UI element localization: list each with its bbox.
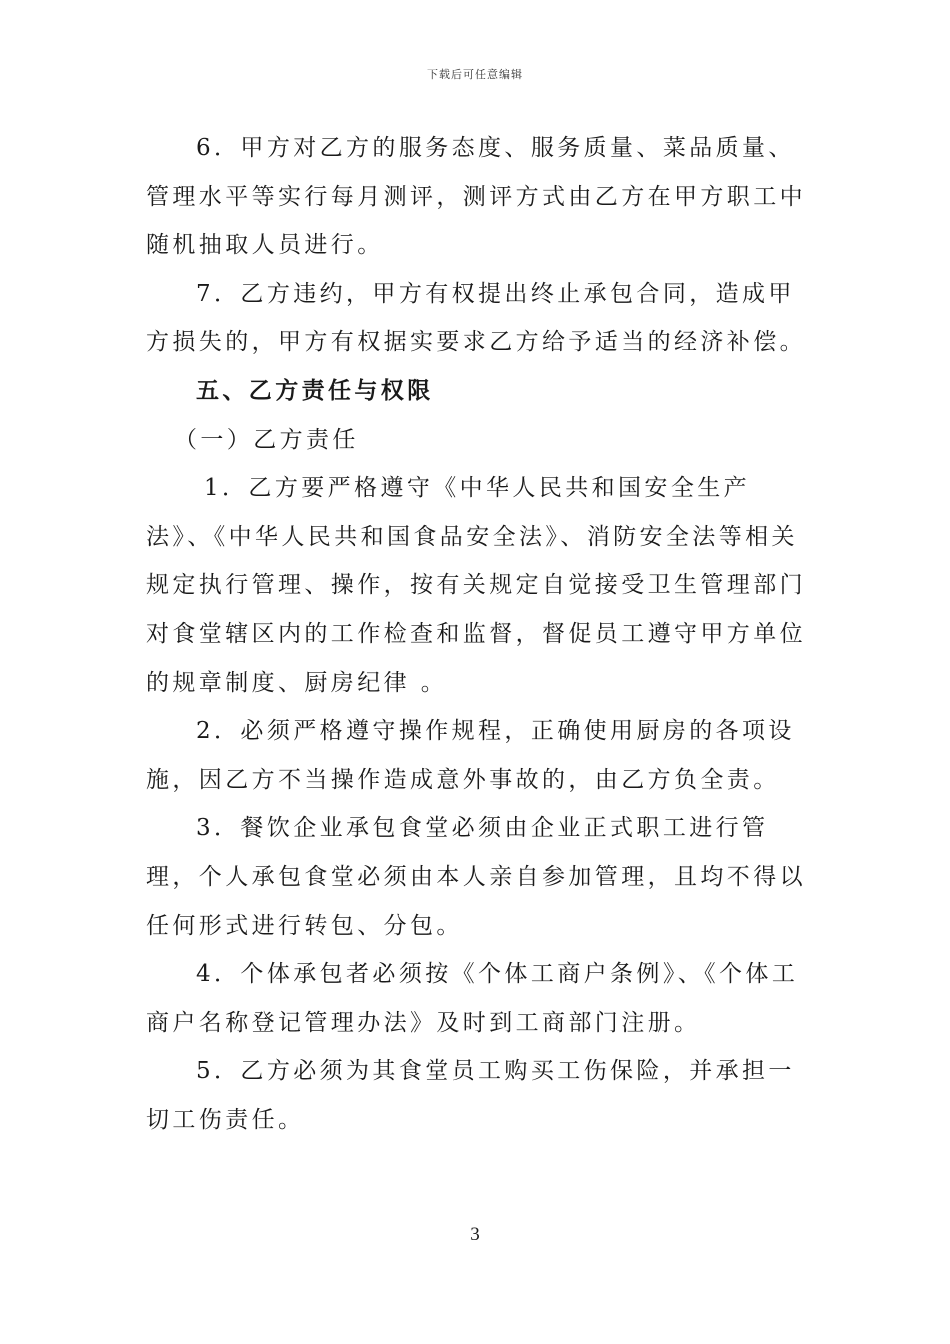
header-note: 下载后可任意编辑 xyxy=(427,68,523,81)
responsibility-item-3: 3．餐饮企业承包食堂必须由企业正式职工进行管理，个人承包食堂必须由本人亲自参加管理，且均不得以任何形式进行转包、分包。 xyxy=(146,815,806,939)
responsibility-item-2: 2．必须严格遵守操作规程，正确使用厨房的各项设施，因乙方不当操作造成意外事故的，由乙方负全责。 xyxy=(146,718,795,793)
responsibility-item-4: 4．个体承包者必须按《个体工商户条例》、《个体工商户名称登记管理办法》及时到工商部门注册。 xyxy=(146,961,799,1036)
section-heading: 五、乙方责任与权限 xyxy=(196,376,434,404)
document-body xyxy=(146,124,806,1144)
subsection-heading: （一）乙方责任 xyxy=(174,426,359,453)
paragraph-item-6: 6．甲方对乙方的服务态度、服务质量、菜品质量、管理水平等实行每月测评，测评方式由乙方在甲方职工中随机抽取人员进行。 xyxy=(146,135,806,259)
paragraph-item-7: 7．乙方违约，甲方有权提出终止承包合同，造成甲方损失的，甲方有权据实要求乙方给予适当的经济补偿。 xyxy=(146,280,806,356)
page-number: 3 xyxy=(470,1224,480,1245)
responsibility-item-1: 1．乙方要严格遵守《中华人民共和国安全生产法》、《中华人民共和国食品安全法》、消防安全法等相关规定执行管理、操作，按有关规定自觉接受卫生管理部门对食堂辖区内的工作检查和监督，督促员工遵守甲方单位的规章制度、厨房纪律 。 xyxy=(146,475,806,696)
responsibility-item-5: 5．乙方必须为其食堂员工购买工伤保险，并承担一切工伤责任。 xyxy=(146,1058,795,1133)
